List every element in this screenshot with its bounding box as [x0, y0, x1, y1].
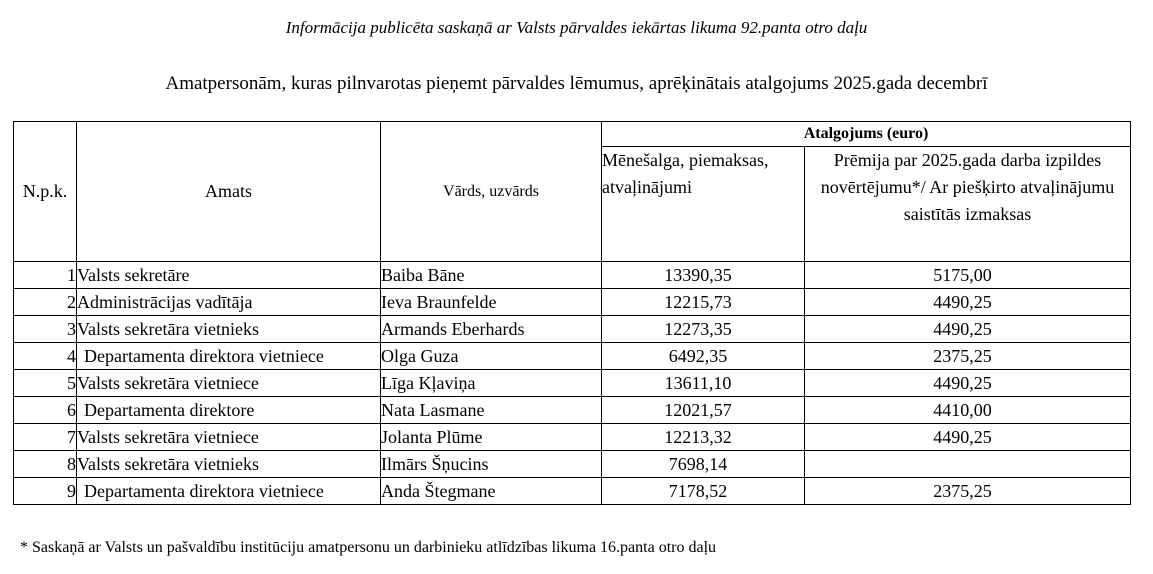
page-title: Amatpersonām, kuras pilnvarotas pieņemt pārvaldes lēmumus, aprēķinātais atalgojums 2025.gada decembrī	[165, 73, 988, 94]
header-name: Vārds, uzvārds	[381, 122, 602, 262]
row-position: Administrācijas vadītāja	[77, 289, 381, 316]
row-position: Departamenta direktora vietniece	[77, 343, 381, 370]
row-bonus: 4490,25	[805, 370, 1131, 397]
row-bonus: 4490,25	[805, 289, 1131, 316]
table-row	[14, 316, 1131, 343]
row-salary: 12215,73	[602, 289, 805, 316]
row-salary: 13611,10	[602, 370, 805, 397]
row-name: Ieva Braunfelde	[381, 289, 602, 316]
row-name: Baiba Bāne	[381, 262, 602, 289]
row-name: Jolanta Plūme	[381, 424, 602, 451]
row-name: Armands Eberhards	[381, 316, 602, 343]
intro-note: Informācija publicēta saskaņā ar Valsts pārvaldes iekārtas likuma 92.panta otro daļu	[285, 18, 868, 37]
row-number: 1	[14, 262, 77, 289]
row-salary: 7178,52	[602, 478, 805, 505]
row-position: Valsts sekretāra vietniece	[77, 370, 381, 397]
row-number: 6	[14, 397, 77, 424]
row-position: Valsts sekretāra vietniece	[77, 424, 381, 451]
row-bonus: 2375,25	[805, 478, 1131, 505]
footnote: * Saskaņā ar Valsts un pašvaldību institūciju amatpersonu un darbinieku atlīdzības likuma 16.panta otro daļu	[20, 539, 717, 556]
table-header-row	[14, 122, 1131, 147]
row-name: Nata Lasmane	[381, 397, 602, 424]
row-position: Valsts sekretāra vietnieks	[77, 451, 381, 478]
row-bonus: 4410,00	[805, 397, 1131, 424]
row-position: Valsts sekretāre	[77, 262, 381, 289]
row-number: 5	[14, 370, 77, 397]
row-number: 8	[14, 451, 77, 478]
row-name: Anda Štegmane	[381, 478, 602, 505]
table-row	[14, 370, 1131, 397]
row-salary: 6492,35	[602, 343, 805, 370]
header-npk: N.p.k.	[14, 122, 77, 262]
table-row	[14, 343, 1131, 370]
row-position: Departamenta direktore	[77, 397, 381, 424]
row-number: 9	[14, 478, 77, 505]
table-row	[14, 424, 1131, 451]
row-position: Departamenta direktora vietniece	[77, 478, 381, 505]
row-bonus: 4490,25	[805, 316, 1131, 343]
table-row	[14, 478, 1131, 505]
row-bonus	[805, 451, 1131, 478]
row-salary: 12273,35	[602, 316, 805, 343]
table-row	[14, 451, 1131, 478]
header-position: Amats	[77, 122, 381, 262]
header-monthly-salary: Mēnešalga, piemaksas, atvaļinājumi	[602, 147, 805, 262]
row-name: Līga Kļaviņa	[381, 370, 602, 397]
row-bonus: 4490,25	[805, 424, 1131, 451]
table-row	[14, 397, 1131, 424]
row-salary: 12213,32	[602, 424, 805, 451]
row-number: 7	[14, 424, 77, 451]
row-bonus: 2375,25	[805, 343, 1131, 370]
row-bonus: 5175,00	[805, 262, 1131, 289]
row-salary: 13390,35	[602, 262, 805, 289]
row-salary: 7698,14	[602, 451, 805, 478]
row-name: Olga Guza	[381, 343, 602, 370]
row-number: 3	[14, 316, 77, 343]
row-number: 2	[14, 289, 77, 316]
row-position: Valsts sekretāra vietnieks	[77, 316, 381, 343]
table-row	[14, 289, 1131, 316]
salary-table	[13, 121, 1131, 505]
header-bonus: Prēmija par 2025.gada darba izpildes novērtējumu*/ Ar piešķirto atvaļinājumu saistītās izmaksas	[805, 147, 1131, 262]
row-salary: 12021,57	[602, 397, 805, 424]
header-salary-group: Atalgojums (euro)	[602, 122, 1131, 147]
row-number: 4	[14, 343, 77, 370]
row-name: Ilmārs Šņucins	[381, 451, 602, 478]
table-row	[14, 262, 1131, 289]
